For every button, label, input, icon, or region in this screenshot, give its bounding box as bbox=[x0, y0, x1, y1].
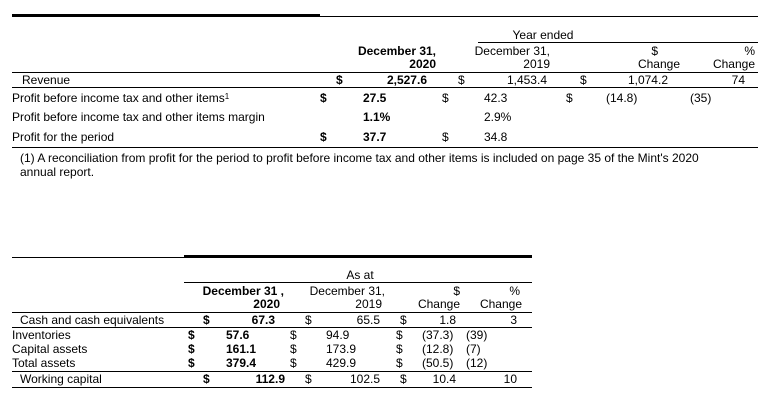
table-cell-value: (7) bbox=[466, 342, 481, 356]
table-cell-value: 27.5 bbox=[363, 91, 387, 105]
table-row-label bbox=[12, 92, 229, 105]
dollar-sign: $ bbox=[566, 91, 573, 105]
dollar-sign: $ bbox=[188, 342, 195, 356]
table2-top-rule bbox=[12, 257, 532, 258]
table-row-label: Working capital bbox=[20, 372, 102, 386]
table-cell-value: (12) bbox=[466, 356, 488, 370]
table-cell-value: (37.3) bbox=[422, 328, 454, 342]
table-cell-value: (14.8) bbox=[606, 91, 638, 105]
table-cell-value: 94.9 bbox=[326, 328, 350, 342]
table1-col1-header: December 31, bbox=[357, 44, 436, 58]
dollar-sign: $ bbox=[188, 356, 195, 370]
dollar-sign: $ bbox=[203, 372, 210, 386]
table1-col2-year: 2019 bbox=[523, 57, 550, 71]
table-cell-value: 34.8 bbox=[484, 130, 508, 144]
table1-col3-change: Change bbox=[637, 57, 680, 71]
table-cell-value: 2.9% bbox=[484, 110, 512, 124]
table-cell-value: 42.3 bbox=[484, 91, 508, 105]
table-row-label: Cash and cash equivalents bbox=[20, 313, 165, 327]
table-row-label: Revenue bbox=[22, 73, 71, 87]
table1-year-ended-underline bbox=[478, 42, 758, 43]
table-row-rule bbox=[12, 327, 532, 328]
table1-col4-header: % bbox=[744, 44, 755, 58]
footnote-marker: 1 bbox=[224, 92, 230, 101]
table-cell-value: 2,527.6 bbox=[386, 73, 427, 87]
table-row-label: Profit for the period bbox=[12, 130, 115, 144]
dollar-sign: $ bbox=[290, 328, 297, 342]
table-cell-value: 10.4 bbox=[432, 372, 456, 386]
table2-col3-header: $ bbox=[453, 284, 460, 298]
table2-as-at-underline bbox=[184, 282, 532, 283]
table-cell-value: 67.3 bbox=[251, 313, 275, 327]
table-cell-value: 173.9 bbox=[326, 342, 357, 356]
table-cell-value: (12.8) bbox=[422, 342, 454, 356]
table2-col4-change: Change bbox=[479, 297, 522, 311]
table-cell-value: (39) bbox=[466, 328, 488, 342]
table-row-label: Inventories bbox=[12, 328, 71, 342]
table1-bottom-rule bbox=[12, 147, 758, 148]
table-row-rule bbox=[12, 87, 758, 88]
dollar-sign: $ bbox=[396, 342, 403, 356]
table-cell-value: 102.5 bbox=[349, 372, 380, 386]
dollar-sign: $ bbox=[580, 73, 587, 87]
dollar-sign: $ bbox=[203, 313, 210, 327]
table1-col3-header: $ bbox=[651, 44, 658, 58]
table-cell-value: 1,453.4 bbox=[506, 73, 547, 87]
table-cell-value: 161.1 bbox=[226, 342, 257, 356]
table-cell-value: 3 bbox=[510, 313, 517, 327]
dollar-sign: $ bbox=[290, 356, 297, 370]
dollar-sign: $ bbox=[188, 328, 195, 342]
table-cell-value: 379.4 bbox=[226, 356, 257, 370]
table-cell-value: 112.9 bbox=[255, 372, 285, 386]
table2-as-at-header: As at bbox=[346, 268, 374, 282]
table2-bottom-rule bbox=[12, 387, 532, 388]
table-cell-value: 37.7 bbox=[363, 130, 387, 144]
dollar-sign: $ bbox=[442, 91, 449, 105]
table1-col2-header: December 31, bbox=[474, 44, 550, 58]
dollar-sign: $ bbox=[336, 73, 343, 87]
table-row-label: Total assets bbox=[12, 356, 76, 370]
table2-col3-change: Change bbox=[417, 297, 460, 311]
table-row-label-text: Profit before income tax and other items bbox=[12, 91, 225, 105]
dollar-sign: $ bbox=[442, 130, 449, 144]
table-cell-value: (35) bbox=[690, 91, 712, 105]
footnote-text: (1) A reconciliation from profit for the period to profit before income tax and other items is included on page 35 of the Mint's 2020 bbox=[20, 151, 699, 165]
table-cell-value: 1,074.2 bbox=[627, 73, 668, 87]
dollar-sign: $ bbox=[290, 342, 297, 356]
table2-col1-header: December 31 , bbox=[202, 284, 284, 298]
table-cell-value: 57.6 bbox=[226, 328, 250, 342]
table2-col2-year: 2019 bbox=[355, 297, 382, 311]
dollar-sign: $ bbox=[458, 73, 465, 87]
dollar-sign: $ bbox=[320, 130, 327, 144]
table2-col2-header: December 31, bbox=[309, 284, 385, 298]
table-cell-value: 429.9 bbox=[326, 356, 357, 370]
table2-col4-header: % bbox=[509, 284, 520, 298]
table1-top-rule bbox=[12, 16, 758, 17]
dollar-sign: $ bbox=[400, 313, 407, 327]
dollar-sign: $ bbox=[305, 372, 312, 386]
table2-col1-year: 2020 bbox=[253, 297, 280, 311]
table1-year-ended-header: Year ended bbox=[512, 28, 574, 42]
table1-col1-year: 2020 bbox=[409, 57, 436, 71]
table-row-label: Profit before income tax and other items margin bbox=[12, 110, 265, 124]
table1-col4-change: Change bbox=[712, 57, 755, 71]
table-cell-value: 1.1% bbox=[363, 110, 391, 124]
dollar-sign: $ bbox=[396, 356, 403, 370]
table-cell-value: 65.5 bbox=[356, 313, 380, 327]
table-cell-value: (50.5) bbox=[422, 356, 454, 370]
dollar-sign: $ bbox=[320, 91, 327, 105]
dollar-sign: $ bbox=[400, 372, 407, 386]
dollar-sign: $ bbox=[396, 328, 403, 342]
dollar-sign: $ bbox=[305, 313, 312, 327]
table-row-label: Capital assets bbox=[12, 342, 88, 356]
table-cell-value: 10 bbox=[503, 372, 517, 386]
table-cell-value: 74 bbox=[731, 73, 745, 87]
footnote-text-continued: annual report. bbox=[20, 165, 95, 179]
table-cell-value: 1.8 bbox=[439, 313, 456, 327]
